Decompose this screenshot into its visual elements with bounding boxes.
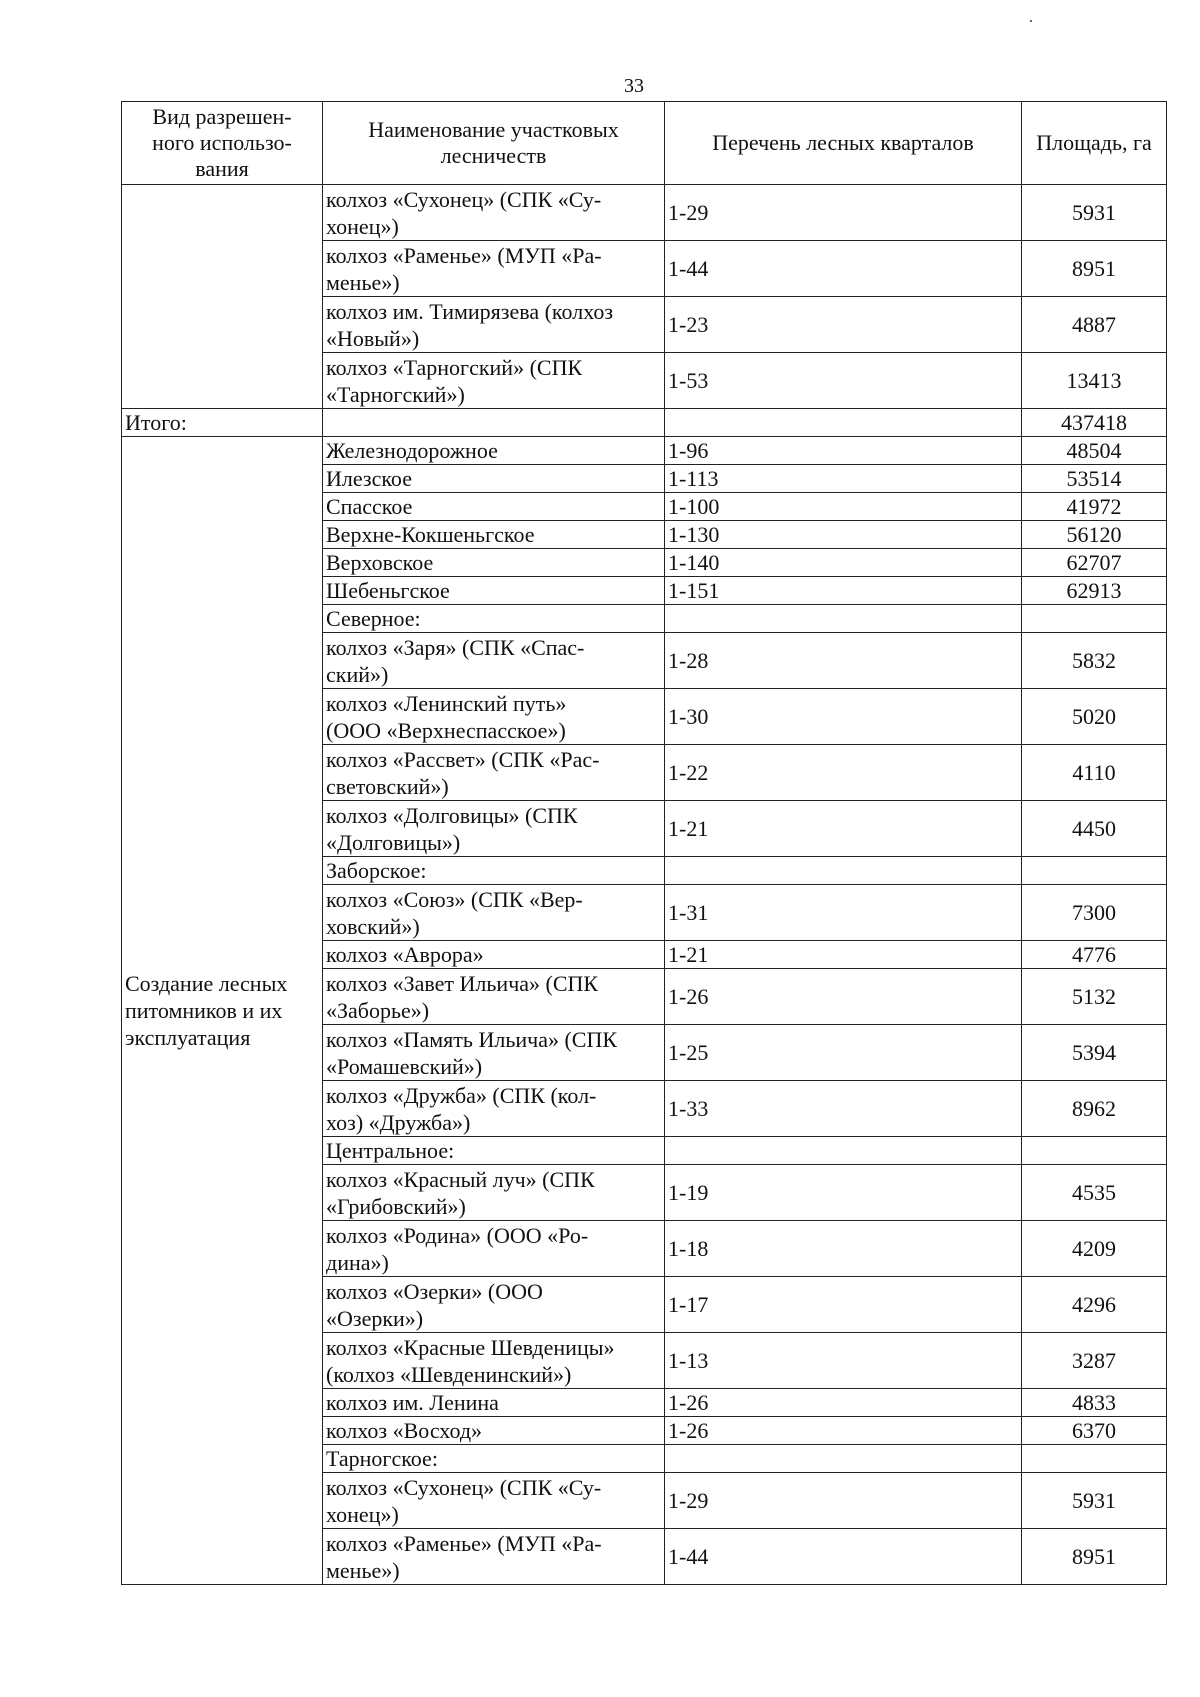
forestry-name-text: колхоз им. Тимирязева (колхоз «Новый») (326, 298, 614, 351)
forestry-name-text: Шебеньгское (326, 578, 450, 603)
forestry-name-cell (323, 1333, 665, 1389)
forestry-name-text: колхоз «Долговицы» (СПК «Долговицы») (326, 802, 578, 855)
forestry-name-cell (323, 1221, 665, 1277)
header-quarters-list: Перечень лесных кварталов (665, 102, 1022, 185)
forestry-name-cell (323, 1445, 665, 1473)
quarters-cell: 1-96 (665, 437, 1022, 465)
header-usage-type: Вид разрешен- ного использо- вания (122, 102, 323, 185)
forestry-name-text: колхоз «Раменье» (МУП «Ра- менье») (326, 1530, 602, 1583)
quarters-cell: 1-29 (665, 185, 1022, 241)
forestry-name-text: колхоз «Память Ильича» (СПК «Ромашевский») (326, 1026, 618, 1079)
forestry-name-cell (323, 1081, 665, 1137)
forestry-name-text: Северное: (326, 606, 421, 631)
usage-type-cell: Создание лесных питомников и их эксплуатация (122, 437, 323, 1585)
quarters-cell: 1-17 (665, 1277, 1022, 1333)
forestry-name-cell (323, 885, 665, 941)
usage-type-cell: Итого: (122, 409, 323, 437)
forestry-name-text: колхоз «Аврора» (326, 942, 484, 967)
forestry-name-text: Верховское (326, 550, 434, 575)
quarters-cell: 1-23 (665, 297, 1022, 353)
scan-speck (1030, 20, 1032, 22)
forestry-name-text: колхоз «Красные Шевденицы» (колхоз «Шевденинский») (326, 1334, 615, 1387)
forest-allocation-table (121, 101, 1167, 1585)
area-cell: 56120 (1022, 521, 1167, 549)
forestry-name-text: Верхне-Кокшеньгское (326, 522, 535, 547)
forestry-name-text: колхоз «Сухонец» (СПК «Су- хонец») (326, 186, 602, 239)
forestry-name-text: Железнодорожное (326, 438, 498, 463)
quarters-cell: 1-29 (665, 1473, 1022, 1529)
area-cell: 5394 (1022, 1025, 1167, 1081)
quarters-cell: 1-18 (665, 1221, 1022, 1277)
page-number: 33 (624, 75, 644, 97)
quarters-cell: 1-26 (665, 1389, 1022, 1417)
quarters-cell: 1-151 (665, 577, 1022, 605)
area-cell: 5832 (1022, 633, 1167, 689)
area-cell: 4110 (1022, 745, 1167, 801)
quarters-cell (665, 409, 1022, 437)
forestry-name-cell (323, 185, 665, 241)
forestry-name-text: колхоз «Союз» (СПК «Вер- ховский») (326, 886, 583, 939)
forestry-name-text: Илезское (326, 466, 412, 491)
quarters-cell: 1-113 (665, 465, 1022, 493)
quarters-cell (665, 605, 1022, 633)
forestry-name-text: колхоз «Тарногский» (СПК «Тарногский») (326, 354, 583, 407)
forestry-name-cell (323, 1389, 665, 1417)
forestry-name-text: Центральное: (326, 1138, 455, 1163)
area-cell: 8962 (1022, 1081, 1167, 1137)
quarters-cell: 1-33 (665, 1081, 1022, 1137)
forestry-name-text: колхоз «Дружба» (СПК (кол- хоз) «Дружба») (326, 1082, 597, 1135)
area-cell: 4776 (1022, 941, 1167, 969)
forestry-name-text: колхоз «Родина» (ООО «Ро- дина») (326, 1222, 589, 1275)
area-cell: 53514 (1022, 465, 1167, 493)
forestry-name-cell (323, 1473, 665, 1529)
forestry-name-cell (323, 969, 665, 1025)
quarters-cell: 1-140 (665, 549, 1022, 577)
area-cell: 8951 (1022, 1529, 1167, 1585)
table-row (122, 437, 1167, 465)
area-cell (1022, 1445, 1167, 1473)
table-header-row (122, 102, 1167, 185)
forestry-name-cell (323, 353, 665, 409)
forestry-name-cell (323, 297, 665, 353)
forestry-name-cell (323, 1165, 665, 1221)
forestry-name-cell (323, 521, 665, 549)
forestry-name-text: Тарногское: (326, 1446, 438, 1471)
forestry-name-cell (323, 1277, 665, 1333)
area-cell: 437418 (1022, 409, 1167, 437)
area-cell: 5020 (1022, 689, 1167, 745)
forestry-name-cell (323, 493, 665, 521)
area-cell: 4209 (1022, 1221, 1167, 1277)
forestry-name-cell (323, 1137, 665, 1165)
area-cell: 41972 (1022, 493, 1167, 521)
forestry-name-cell (323, 801, 665, 857)
forestry-name-text: Спасское (326, 494, 413, 519)
header-forestry-name: Наименование участковых лесничеств (323, 102, 665, 185)
forestry-name-cell (323, 745, 665, 801)
forestry-name-cell (323, 409, 665, 437)
quarters-cell: 1-44 (665, 1529, 1022, 1585)
forestry-name-cell (323, 437, 665, 465)
forestry-name-cell (323, 241, 665, 297)
quarters-cell: 1-26 (665, 1417, 1022, 1445)
area-cell (1022, 1137, 1167, 1165)
area-cell: 4296 (1022, 1277, 1167, 1333)
area-cell: 62913 (1022, 577, 1167, 605)
forestry-name-cell (323, 941, 665, 969)
quarters-cell: 1-44 (665, 241, 1022, 297)
table-row (122, 409, 1167, 437)
forestry-name-cell (323, 1417, 665, 1445)
forestry-name-cell (323, 633, 665, 689)
forestry-name-cell (323, 549, 665, 577)
forestry-name-text: колхоз «Сухонец» (СПК «Су- хонец») (326, 1474, 602, 1527)
quarters-cell: 1-100 (665, 493, 1022, 521)
quarters-cell: 1-26 (665, 969, 1022, 1025)
area-cell (1022, 605, 1167, 633)
quarters-cell: 1-130 (665, 521, 1022, 549)
area-cell: 5931 (1022, 1473, 1167, 1529)
area-cell: 7300 (1022, 885, 1167, 941)
area-cell: 5132 (1022, 969, 1167, 1025)
area-cell (1022, 857, 1167, 885)
area-cell: 13413 (1022, 353, 1167, 409)
forestry-name-text: колхоз «Красный луч» (СПК «Грибовский») (326, 1166, 595, 1219)
quarters-cell: 1-25 (665, 1025, 1022, 1081)
forestry-name-text: колхоз «Ленинский путь» (ООО «Верхнеспасское») (326, 690, 567, 743)
forestry-name-cell (323, 577, 665, 605)
area-cell: 4833 (1022, 1389, 1167, 1417)
quarters-cell: 1-28 (665, 633, 1022, 689)
area-cell: 8951 (1022, 241, 1167, 297)
forestry-name-cell (323, 465, 665, 493)
header-area-ha: Площадь, га (1022, 102, 1167, 185)
forestry-name-text: колхоз «Озерки» (ООО «Озерки») (326, 1278, 543, 1331)
quarters-cell: 1-19 (665, 1165, 1022, 1221)
forestry-name-cell (323, 857, 665, 885)
quarters-cell: 1-21 (665, 941, 1022, 969)
forestry-name-cell (323, 1529, 665, 1585)
quarters-cell (665, 857, 1022, 885)
area-cell: 4450 (1022, 801, 1167, 857)
usage-type-cell-empty (122, 185, 323, 409)
quarters-cell (665, 1137, 1022, 1165)
area-cell: 5931 (1022, 185, 1167, 241)
forestry-name-text: колхоз «Завет Ильича» (СПК «Заборье») (326, 970, 599, 1023)
forestry-name-text: колхоз «Рассвет» (СПК «Рас- световский») (326, 746, 600, 799)
forestry-name-text: Заборское: (326, 858, 427, 883)
forestry-name-text: колхоз им. Ленина (326, 1390, 499, 1415)
table-row (122, 185, 1167, 241)
forestry-name-cell (323, 689, 665, 745)
quarters-cell: 1-13 (665, 1333, 1022, 1389)
forestry-name-text: колхоз «Заря» (СПК «Спас- ский») (326, 634, 585, 687)
quarters-cell (665, 1445, 1022, 1473)
area-cell: 4887 (1022, 297, 1167, 353)
forestry-name-cell (323, 1025, 665, 1081)
quarters-cell: 1-53 (665, 353, 1022, 409)
quarters-cell: 1-30 (665, 689, 1022, 745)
area-cell: 48504 (1022, 437, 1167, 465)
quarters-cell: 1-31 (665, 885, 1022, 941)
forestry-name-text: колхоз «Восход» (326, 1418, 483, 1443)
quarters-cell: 1-21 (665, 801, 1022, 857)
area-cell: 4535 (1022, 1165, 1167, 1221)
forestry-name-cell (323, 605, 665, 633)
area-cell: 6370 (1022, 1417, 1167, 1445)
area-cell: 3287 (1022, 1333, 1167, 1389)
forestry-name-text: колхоз «Раменье» (МУП «Ра- менье») (326, 242, 602, 295)
quarters-cell: 1-22 (665, 745, 1022, 801)
area-cell: 62707 (1022, 549, 1167, 577)
